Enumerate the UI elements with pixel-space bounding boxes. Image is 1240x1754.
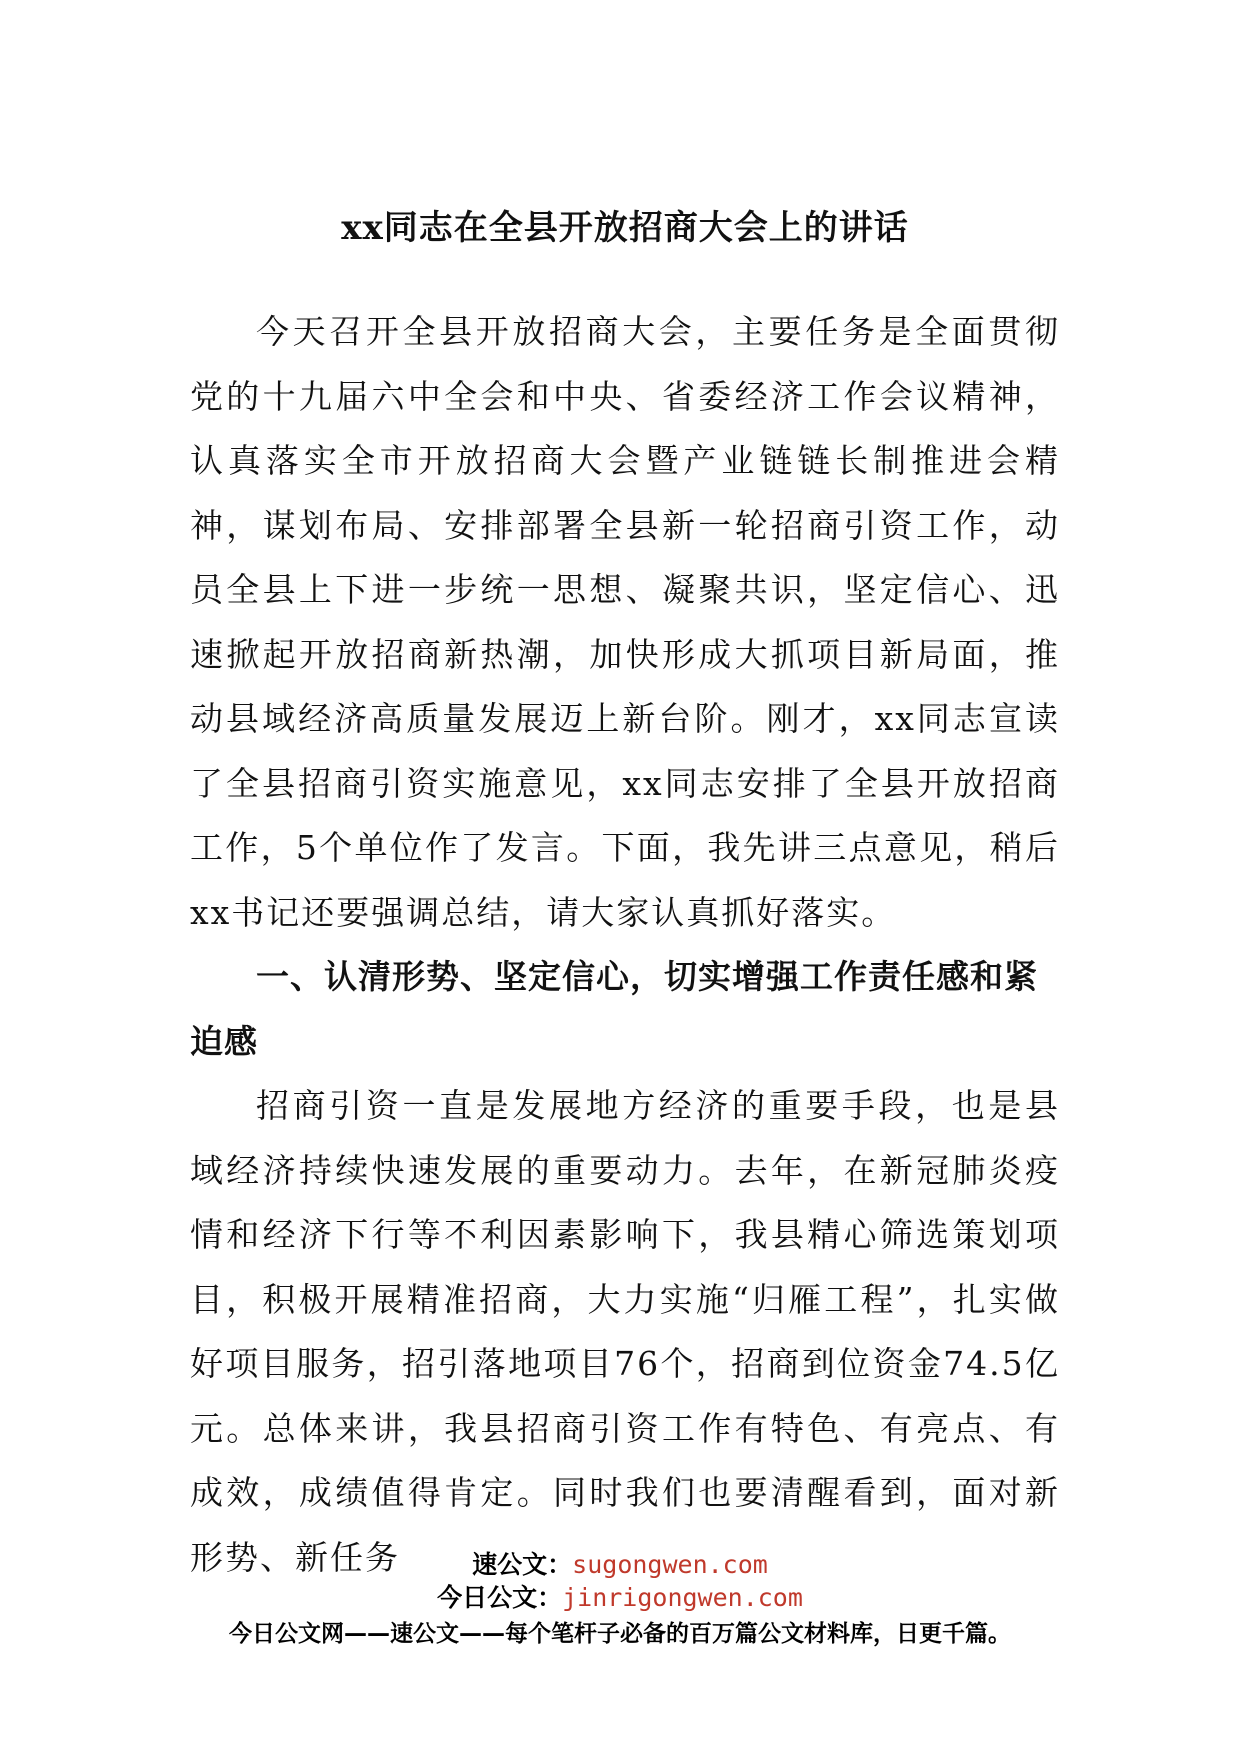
- document-title: xx同志在全县开放招商大会上的讲话: [341, 208, 909, 248]
- footer-label-1: 速公文：: [472, 1550, 573, 1579]
- footer-link-jinrigongwen[interactable]: jinrigongwen.com: [562, 1583, 803, 1612]
- section-heading: 一、认清形势、坚定信心，切实增强工作责任感和紧迫感: [190, 957, 1038, 1061]
- footer-line-2: [0, 1581, 1240, 1614]
- footer-line-1: [0, 1548, 1240, 1581]
- footer-slogan: 今日公文网——速公文——每个笔杆子必备的百万篇公文材料库，日更千篇。: [229, 1621, 1011, 1647]
- footer-link-sugongwen[interactable]: sugongwen.com: [572, 1550, 768, 1579]
- footer-label-2: 今日公文：: [437, 1583, 563, 1612]
- section-paragraph: 招商引资一直是发展地方经济的重要手段，也是县域经济持续快速发展的重要动力。去年，在新冠肺炎疫情和经济下行等不利因素影响下，我县精心筛选策划项目，积极开展精准招商，大力实施“归雁工程”，扎实做好项目服务，招引落地项目76个，招商到位资金74.5亿元。总体来讲，我县招商引资工作有特色、有亮点、有成效，成绩值得肯定。同时我们也要清醒看到，面对新形势、新任务: [190, 1086, 1060, 1577]
- footer: [0, 1548, 1240, 1652]
- document-body: [190, 300, 1060, 1590]
- intro-paragraph: 今天召开全县开放招商大会，主要任务是全面贯彻党的十九届六中全会和中央、省委经济工作会议精神，认真落实全市开放招商大会暨产业链链长制推进会精神，谋划布局、安排部署全县新一轮招商引资工作，动员全县上下进一步统一思想、凝聚共识，坚定信心、迅速掀起开放招商新热潮，加快形成大抓项目新局面，推动县域经济高质量发展迈上新台阶。刚才，xx同志宣读了全县招商引资实施意见，xx同志安排了全县开放招商工作，5个单位作了发言。下面，我先讲三点意见，稍后xx书记还要强调总结，请大家认真抓好落实。: [190, 312, 1060, 932]
